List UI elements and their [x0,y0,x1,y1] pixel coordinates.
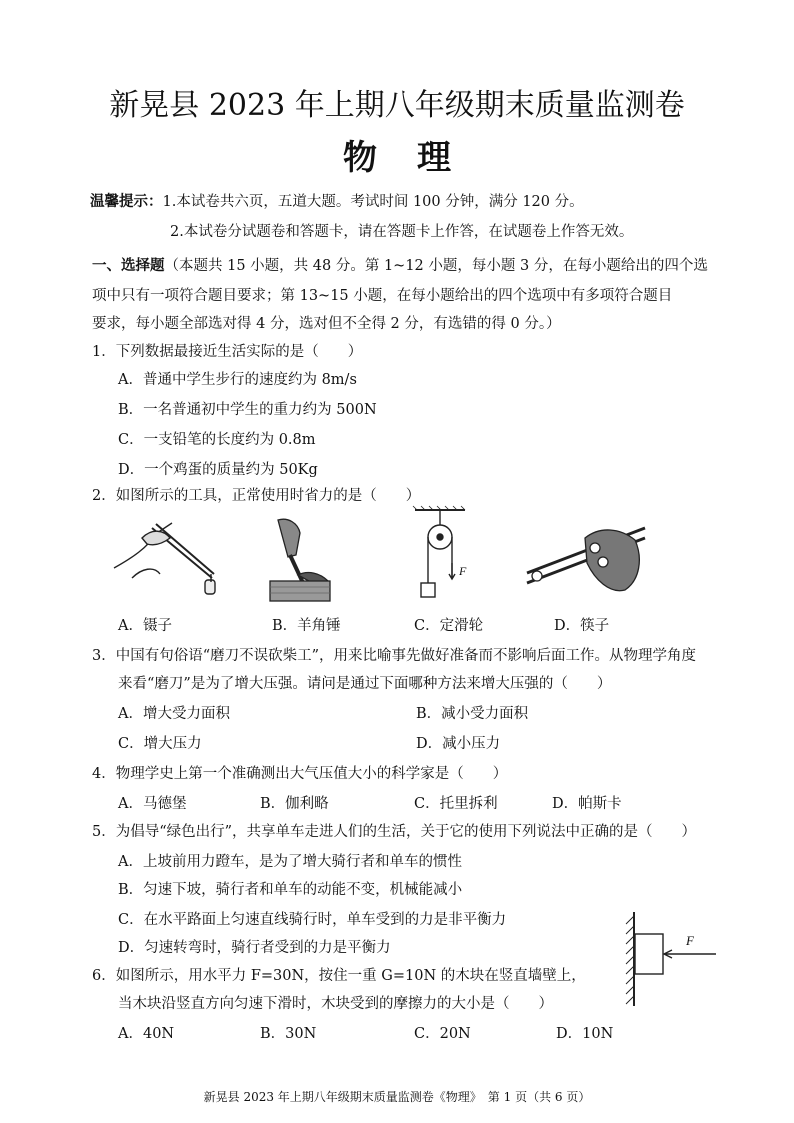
chopsticks-icon [527,528,645,591]
fixed-pulley-figure [405,505,475,605]
q5-option-d: D．匀速转弯时，骑行者受到的力是平衡力 [118,940,391,956]
q2-stem: 2．如图所示的工具，正常使用时省力的是（ ） [92,488,421,504]
section-text-1: （本题共 15 小题，共 48 分。第 1~12 小题，每小题 3 分，在每小题给出的四个选 [164,258,708,274]
q6-line-2: 当木块沿竖直方向匀速下滑时，木块受到的摩擦力的大小是（ ） [118,996,553,1012]
tips-label: 温馨提示： [90,193,163,210]
q3-line-2: 来看“磨刀”是为了增大压强。请问是通过下面哪种方法来增大压强的（ ） [118,676,612,692]
q5-option-a: A．上坡前用力蹬车，是为了增大骑行者和单车的惯性 [118,854,462,870]
q6-option-a: A．40N [118,1026,175,1042]
q6-option-d: D．10N [556,1026,614,1042]
claw-hammer-icon [270,519,330,601]
q3-option-d: D．减小压力 [416,736,501,752]
subject-title: 物理 [343,138,491,178]
exam-title: 新晃县 2023 年上期八年级期末质量监测卷 [109,88,685,123]
q3-option-a: A．增大受力面积 [118,706,230,722]
q2-option-a: A．镊子 [118,618,172,634]
claw-hammer-figure [268,515,338,603]
q1-option-c: C．一支铅笔的长度约为 0.8m [118,432,316,448]
section-intro-line-2: 项中只有一项符合题目要求；第 13~15 小题，在每小题给出的四个选项中有多项符合题目 [92,288,673,304]
q1-option-a: A．普通中学生步行的速度约为 8m/s [118,372,357,388]
q6-line-1: 6．如图所示，用水平力 F=30N，按住一重 G=10N 的木块在竖直墙壁上， [92,968,586,984]
q5-option-b: B．匀速下坡，骑行者和单车的动能不变，机械能减小 [118,882,463,898]
q1-option-d: D．一个鸡蛋的质量约为 50Kg [118,462,318,478]
q6-option-b: B．30N [260,1026,317,1042]
q3-option-b: B．减小受力面积 [416,706,529,722]
section-intro-line-3: 要求，每小题全部选对得 4 分，选对但不全得 2 分，有选错的得 0 分。） [92,316,561,332]
q5-option-c: C．在水平路面上匀速直线骑行时，单车受到的力是非平衡力 [118,912,507,928]
q4-option-d: D．帕斯卡 [552,796,622,812]
tips-block [90,190,584,211]
q1-option-b: B．一名普通初中学生的重力约为 500N [118,402,377,418]
section-heading: 一、选择题 [92,257,165,274]
q5-stem: 5．为倡导“绿色出行”，共享单车走进人们的生活，关于它的使用下列说法中正确的是（ ） [92,824,697,840]
section-intro-line-1 [92,254,708,275]
tips-line-2: 2.本试卷分试题卷和答题卡，请在答题卡上作答，在试题卷上作答无效。 [170,224,634,240]
q4-option-c: C．托里拆利 [414,796,498,812]
q1-stem: 1．下列数据最接近生活实际的是（ ） [92,344,363,360]
wall-force-label: F [686,933,694,948]
pulley-force-label: F [459,564,467,578]
tips-line-1: 1.本试卷共六页，五道大题。考试时间 100 分钟，满分 120 分。 [162,194,584,210]
wall-block-icon [626,912,716,1006]
tweezers-figure [112,508,222,603]
wall-block-figure [620,910,730,1010]
chopsticks-figure [525,518,650,598]
q4-option-a: A．马德堡 [118,796,187,812]
q3-option-c: C．增大压力 [118,736,202,752]
q6-option-c: C．20N [414,1026,471,1042]
fixed-pulley-icon [413,506,465,597]
q2-option-b: B．羊角锤 [272,618,341,634]
q4-stem: 4．物理学史上第一个准确测出大气压值大小的科学家是（ ） [92,766,508,782]
q4-option-b: B．伽利略 [260,796,329,812]
q3-line-1: 3．中国有句俗语“磨刀不误砍柴工”，用来比喻事先做好准备而不影响后面工作。从物理学角度 [92,648,697,664]
page-footer: 新晃县 2023 年上期八年级期末质量监测卷《物理》 第 1 页（共 6 页） [203,1090,591,1104]
q2-option-c: C．定滑轮 [414,618,484,634]
tweezers-icon [114,523,215,594]
q2-option-d: D．筷子 [554,618,610,634]
